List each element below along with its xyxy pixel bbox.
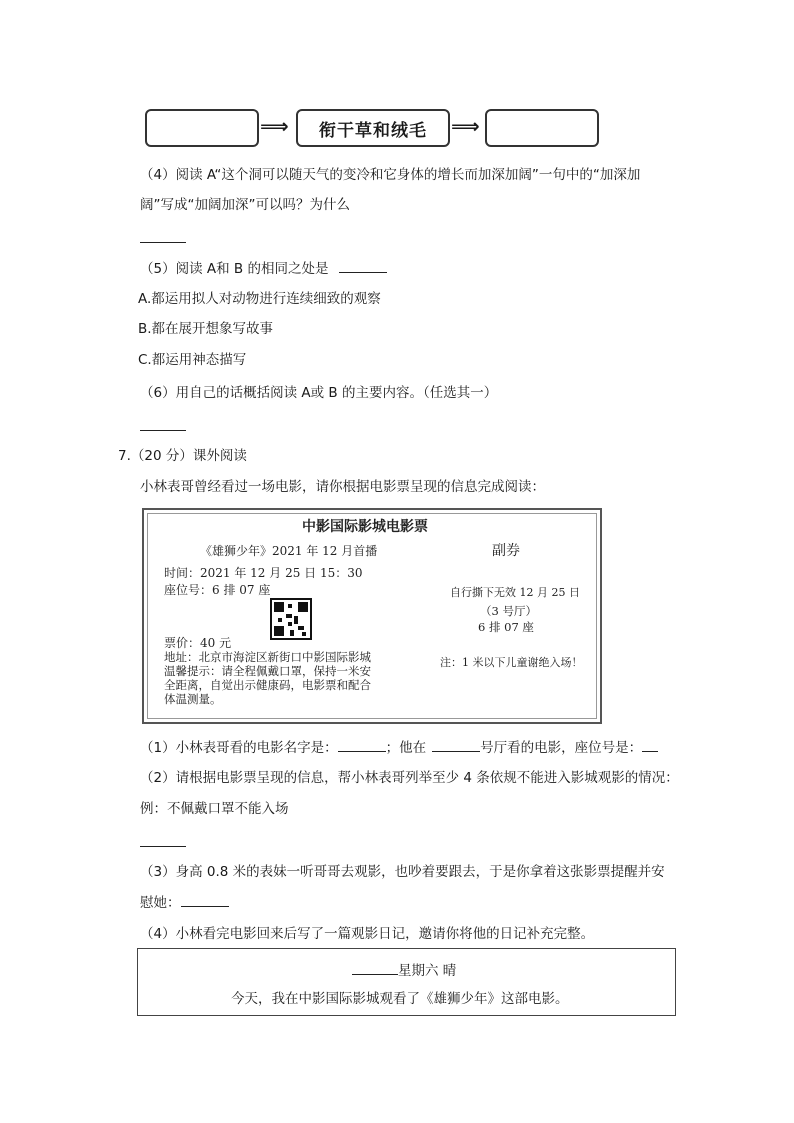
ticket-stub-line-2: （3 号厅） — [480, 604, 537, 618]
q4-answer-blank[interactable] — [140, 228, 186, 243]
sub1-seat-blank[interactable] — [642, 737, 658, 752]
ticket-stub-line-1: 自行撕下无效 12 月 25 日 — [450, 586, 580, 599]
flow-arrow-1: ⟹ — [260, 114, 289, 138]
sub3-line-1: （3）身高 0.8 米的表妹一听哥哥去观影，也吵着要跟去，于是你拿着这张影票提醒并安 — [140, 864, 665, 880]
diary-date-suffix: 星期六 晴 — [398, 963, 457, 979]
sub2-example: 例：不佩戴口罩不能入场 — [140, 801, 289, 817]
ticket-tip-line-1: 温馨提示：请全程佩戴口罩，保持一米安 — [164, 664, 371, 678]
ticket-stub-label: 副券 — [492, 543, 520, 559]
q6-stem: （6）用自己的话概括阅读 A或 B 的主要内容。（任选其一） — [140, 385, 498, 401]
q5-answer-blank[interactable] — [339, 258, 387, 273]
q5-option-c[interactable]: C.都运用神态描写 — [138, 352, 247, 368]
ticket-price: 票价：40 元 — [164, 636, 232, 650]
diary-box — [137, 948, 676, 1016]
section7-intro: 小林表哥曾经看过一场电影，请你根据电影票呈现的信息完成阅读： — [140, 479, 545, 495]
sub1-text-part-3: 号厅看的电影，座位号是： — [480, 740, 643, 756]
ticket-time: 时间：2021 年 12 月 25 日 15：30 — [164, 566, 363, 580]
ticket-stub-line-3: 6 排 07 座 — [478, 620, 534, 634]
sub3-answer-blank[interactable] — [181, 892, 229, 907]
sub1-text-part-1: （1）小林表哥看的电影名字是： — [140, 740, 338, 756]
q4-line-2: 阔”写成“加阔加深”可以吗？为什么 — [140, 197, 350, 213]
sub1-movie-name-blank[interactable] — [338, 737, 386, 752]
flow-box-right — [485, 109, 599, 147]
ticket-seat: 座位号：6 排 07 座 — [164, 583, 271, 597]
sub3-line-2-text: 慰她： — [140, 895, 181, 911]
flow-box-middle — [296, 109, 450, 147]
diary-body: 今天，我在中影国际影城观看了《雄狮少年》这部电影。 — [231, 991, 569, 1007]
flow-arrow-2: ⟹ — [451, 114, 480, 138]
ticket-tip-line-2: 全距离，自觉出示健康码，电影票和配合 — [164, 678, 371, 692]
sub1-hall-blank[interactable] — [432, 737, 480, 752]
section7-header: 7.（20 分）课外阅读 — [118, 448, 247, 464]
ticket-address: 地址：北京市海淀区新街口中影国际影城 — [164, 650, 371, 664]
diary-date-blank[interactable] — [352, 960, 398, 975]
sub1-text-part-2: ；他在 — [385, 740, 427, 756]
sub2-line-1: （2）请根据电影票呈现的信息，帮小林表哥列举至少 4 条依规不能进入影城观影的情况： — [140, 770, 679, 786]
ticket-movie-line: 《雄狮少年》2021 年 12 月首播 — [200, 544, 378, 558]
q6-answer-blank[interactable] — [140, 416, 186, 431]
ticket-title: 中影国际影城电影票 — [302, 519, 428, 535]
qr-code-icon — [270, 598, 312, 640]
sub2-answer-blank[interactable] — [140, 832, 186, 847]
diary-date-line — [352, 960, 456, 981]
sub1-line — [140, 737, 658, 758]
sub4-stem: （4）小林看完电影回来后写了一篇观影日记，邀请你将他的日记补充完整。 — [140, 926, 595, 942]
ticket-tip-line-3: 体温测量。 — [164, 692, 222, 706]
movie-ticket — [142, 508, 602, 724]
q5-stem-text: （5）阅读 A和 B 的相同之处是 — [140, 261, 329, 277]
q4-line-1: （4）阅读 A“这个洞可以随天气的变冷和它身体的增长而加深加阔”一句中的“加深加 — [140, 167, 641, 183]
ticket-stub-note: 注：1 米以下儿童谢绝入场！ — [440, 656, 583, 669]
q5-stem — [140, 258, 387, 279]
flow-box-middle-text: 衔干草和绒毛 — [319, 120, 427, 141]
sub3-line-2 — [140, 892, 229, 913]
q5-option-a[interactable]: A.都运用拟人对动物进行连续细致的观察 — [138, 291, 381, 307]
flow-box-left — [145, 109, 259, 147]
q5-option-b[interactable]: B.都在展开想象写故事 — [138, 321, 274, 337]
